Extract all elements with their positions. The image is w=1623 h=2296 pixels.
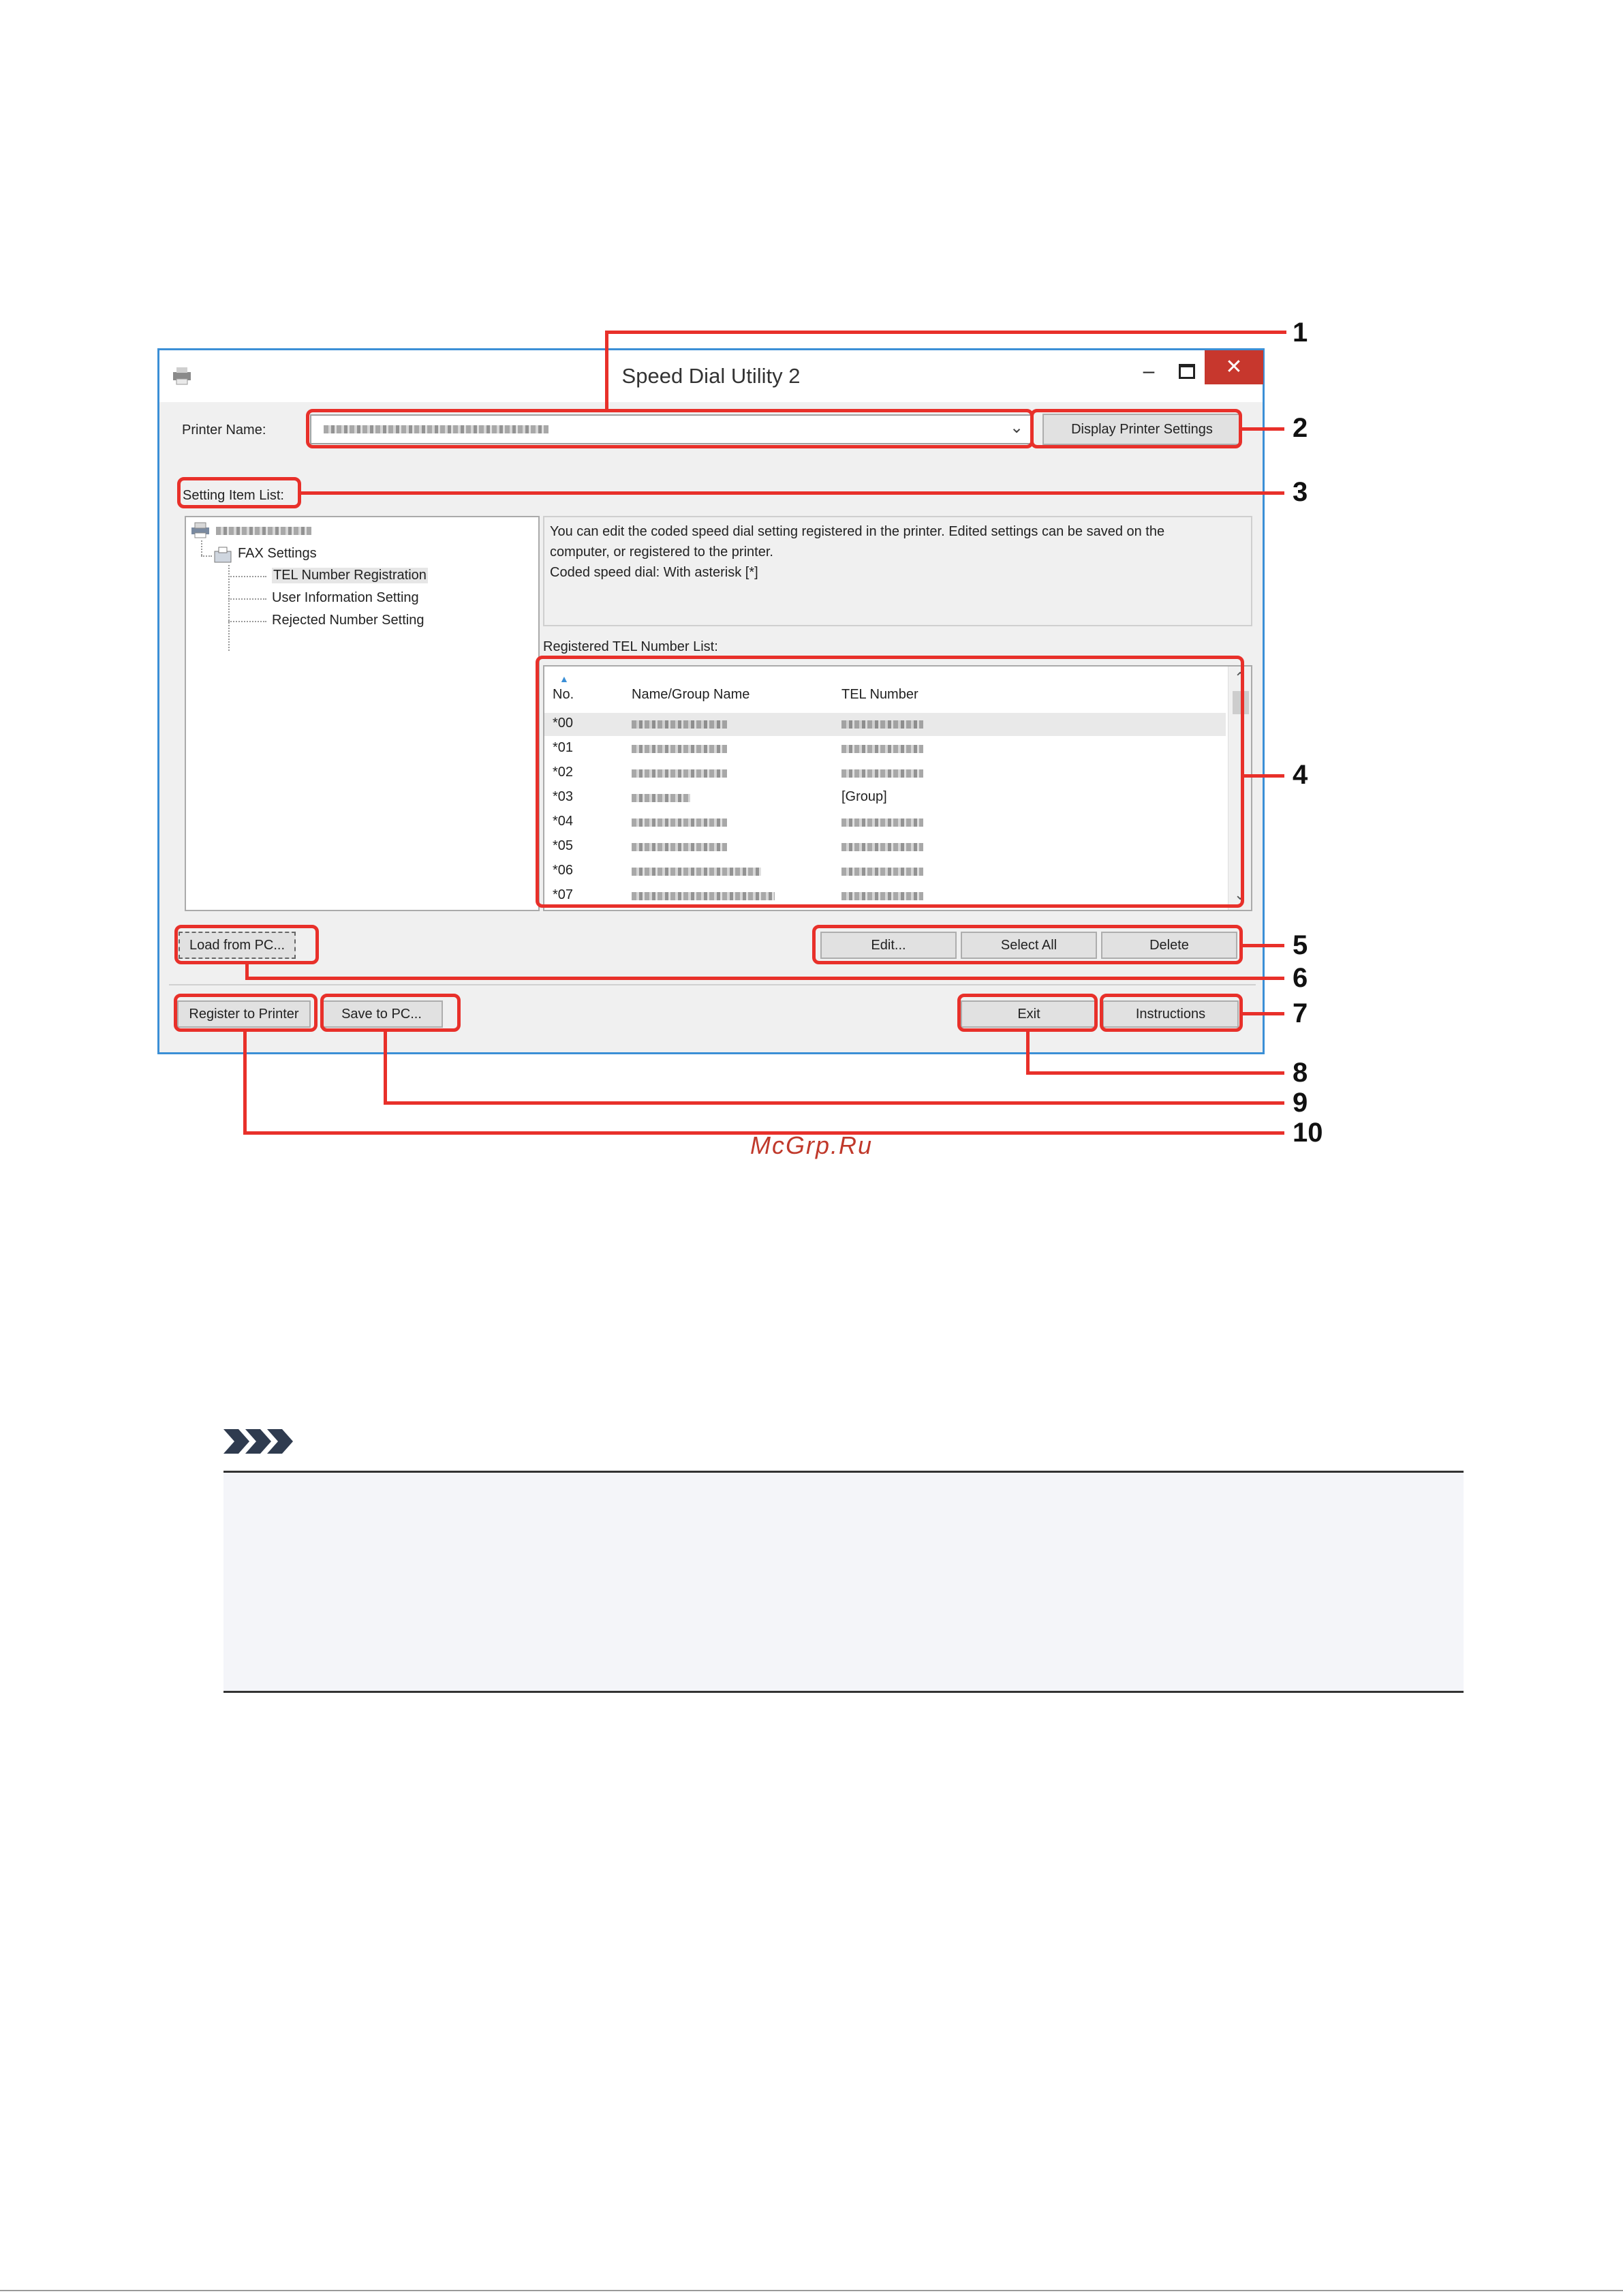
callout-box-4 (536, 656, 1247, 908)
register-to-printer-button[interactable]: Register to Printer (177, 1000, 311, 1028)
window-title: Speed Dial Utility 2 (621, 364, 801, 388)
tree-item-user-information-setting[interactable]: User Information Setting (272, 590, 419, 605)
callout-box-10 (174, 994, 318, 1032)
callout-box-7 (1100, 994, 1243, 1032)
callout-box-6 (174, 925, 319, 964)
leader-line-5 (1243, 944, 1284, 947)
description-line-3: Coded speed dial: With asterisk [*] (550, 565, 758, 580)
exit-button[interactable]: Exit (961, 1000, 1097, 1028)
leader-line-9-horizontal (384, 1101, 1284, 1105)
scroll-up-icon[interactable]: ⌃ (1234, 669, 1247, 686)
setting-item-tree[interactable] (185, 516, 540, 911)
callout-number-8: 8 (1293, 1058, 1308, 1088)
leader-line-3 (301, 491, 1284, 495)
row-number: *06 (553, 863, 574, 878)
note-box (223, 1471, 1464, 1693)
watermark: McGrp.Ru (749, 1131, 874, 1159)
row-number: *05 (553, 838, 574, 853)
printer-name-label: Printer Name: (182, 423, 266, 438)
separator (169, 984, 1256, 985)
edit-button[interactable]: Edit... (820, 932, 957, 959)
callout-box-3 (177, 477, 301, 508)
setting-item-list-label: Setting Item List: (183, 488, 284, 503)
printer-node-redacted (216, 527, 311, 535)
callout-number-10: 10 (1293, 1118, 1323, 1148)
note-chevrons-icon (223, 1429, 293, 1454)
load-from-pc-button[interactable]: Load from PC... (179, 932, 296, 959)
tel-list-label: Registered TEL Number List: (543, 639, 718, 654)
save-to-pc-button[interactable]: Save to PC... (320, 1000, 443, 1028)
instructions-button[interactable]: Instructions (1102, 1000, 1239, 1028)
minimize-button[interactable]: – (1143, 360, 1155, 382)
chevron-down-icon[interactable]: ⌄ (1010, 418, 1024, 437)
callout-number-2: 2 (1293, 413, 1308, 443)
tree-item-fax-settings[interactable]: FAX Settings (238, 546, 317, 561)
printer-icon (190, 521, 211, 539)
description-line-1: You can edit the coded speed dial setting registered in the printer. Edited settings can be saved on the (550, 524, 1165, 539)
callout-number-3: 3 (1293, 477, 1308, 507)
sort-ascending-icon: ▲ (559, 673, 569, 684)
callout-number-5: 5 (1293, 930, 1308, 960)
tel-group-value: [Group] (841, 789, 887, 804)
tree-item-rejected-number-setting[interactable]: Rejected Number Setting (272, 613, 424, 628)
row-number: *02 (553, 765, 574, 780)
row-number: *07 (553, 887, 574, 902)
tree-item-tel-number-registration[interactable]: TEL Number Registration (273, 568, 427, 583)
leader-line-10-vertical (243, 1032, 247, 1134)
leader-line-8-vertical (1026, 1032, 1030, 1074)
row-number: *04 (553, 814, 574, 829)
callout-number-9: 9 (1293, 1088, 1308, 1118)
callout-box-9 (320, 994, 461, 1032)
delete-button[interactable]: Delete (1101, 932, 1237, 959)
row-number: *01 (553, 740, 574, 755)
leader-line-6-horizontal (245, 977, 1284, 980)
leader-line-4 (1244, 774, 1284, 778)
description-line-2: computer, or registered to the printer. (550, 545, 773, 560)
scroll-down-icon[interactable]: ⌄ (1234, 886, 1247, 903)
column-header-name[interactable]: Name/Group Name (632, 687, 750, 702)
display-printer-settings-button[interactable]: Display Printer Settings (1042, 414, 1241, 445)
description-panel (543, 516, 1252, 626)
callout-number-1: 1 (1293, 318, 1308, 348)
fax-icon (213, 546, 232, 564)
page-footer-strip (0, 2276, 1623, 2296)
leader-line-1-horizontal (605, 331, 1286, 334)
select-all-button[interactable]: Select All (961, 932, 1097, 959)
callout-number-7: 7 (1293, 998, 1308, 1028)
leader-line-2 (1242, 427, 1284, 431)
maximize-button[interactable] (1168, 356, 1203, 387)
row-number: *03 (553, 789, 574, 804)
leader-line-9-vertical (384, 1032, 387, 1104)
row-number: *00 (553, 716, 574, 731)
callout-number-6: 6 (1293, 963, 1308, 993)
leader-line-8-horizontal (1026, 1071, 1284, 1075)
callout-number-4: 4 (1293, 760, 1308, 790)
callout-box-2 (1030, 409, 1242, 448)
leader-line-7 (1243, 1012, 1284, 1015)
leader-line-1-vertical (605, 331, 608, 411)
callout-box-5 (812, 925, 1243, 964)
column-header-no[interactable]: No. (553, 687, 574, 702)
close-button[interactable]: ✕ (1205, 350, 1263, 384)
callout-box-8 (957, 994, 1098, 1032)
column-header-tel[interactable]: TEL Number (841, 687, 918, 702)
title-bar (159, 350, 1263, 402)
callout-box-1 (306, 409, 1034, 448)
